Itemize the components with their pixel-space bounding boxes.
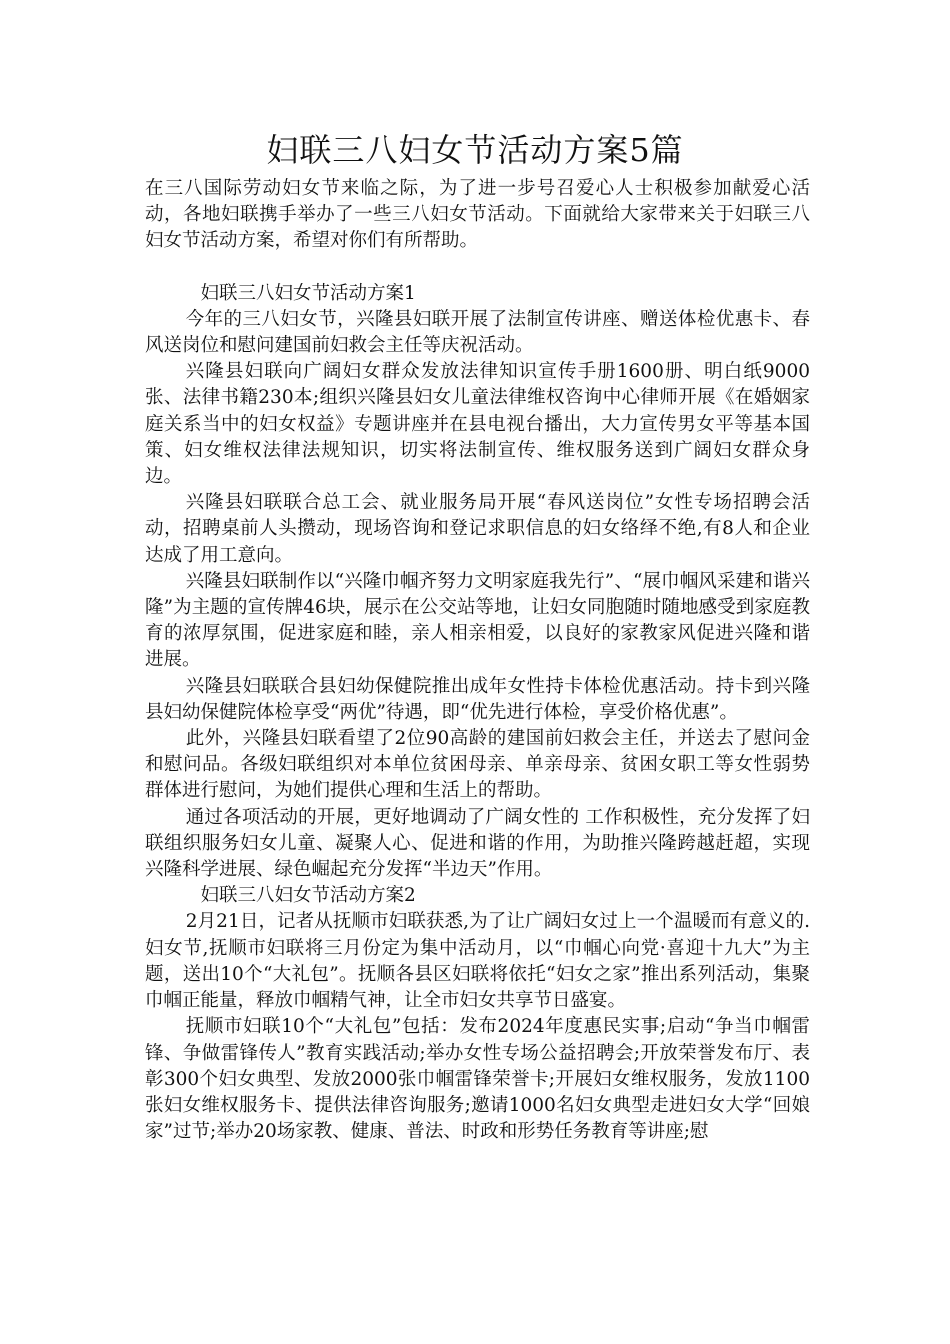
section-heading-2: 妇联三八妇女节活动方案2 (200, 885, 416, 907)
document-body (145, 176, 810, 1145)
body-paragraph: 通过各项活动的开展，更好地调动了广阔女性的 工作积极性，充分发挥了妇联组织服务妇女儿童、凝聚人心、促进和谐的作用，为助推兴隆跨越赶超，实现兴隆科学进展、绿色崛起充分发挥“半边天”作用。 (145, 806, 810, 881)
body-paragraph: 抚顺市妇联10个“大礼包”包括：发布2024年度惠民实事;启动“争当巾帼雷锋、争做雷锋传人”教育实践活动;举办女性专场公益招聘会;开放荣誉发布厅、表彰300个妇女典型、发放2000张巾帼雷锋荣誉卡;开展妇女维权服务，发放1100张妇女维权服务卡、提供法律咨询服务;邀请1000名妇女典型走进妇女大学“回娘家”过节;举办20场家教、健康、普法、时政和形势任务教育等讲座;慰 (145, 1016, 810, 1143)
body-paragraph: 兴隆县妇联联合县妇幼保健院推出成年女性持卡体检优惠活动。持卡到兴隆县妇幼保健院体检享受“两优”待遇，即“优先进行体检，享受价格优惠”。 (145, 675, 810, 723)
body-paragraph: 兴隆县妇联向广阔妇女群众发放法律知识宣传手册1600册、明白纸9000张、法律书籍230本;组织兴隆县妇女儿童法律维权咨询中心律师开展《在婚姻家庭关系当中的妇女权益》专题讲座并在县电视台播出，大力宣传男女平等基本国策、妇女维权法律法规知识，切实将法制宣传、维权服务送到广阔妇女群众身边。 (145, 361, 810, 488)
document-title: 妇联三八妇女节活动方案5篇 (266, 131, 684, 169)
body-paragraph: 兴隆县妇联制作以“兴隆巾帼齐努力文明家庭我先行”、“展巾帼风采建和谐兴隆”为主题的宣传牌46块，展示在公交站等地，让妇女同胞随时随地感受到家庭教育的浓厚氛围，促进家庭和睦，亲人相亲相爱，以良好的家教家风促进兴隆和谐进展。 (145, 570, 810, 671)
section-heading-1: 妇联三八妇女节活动方案1 (200, 282, 416, 304)
body-paragraph: 2月21日，记者从抚顺市妇联获悉,为了让广阔妇女过上一个温暖而有意义的.妇女节,抚顺市妇联将三月份定为集中活动月，以“巾帼心向党·喜迎十九大”为主题，送出10个“大礼包”。抚顺各县区妇联将依托“妇女之家”推出系列活动，集聚巾帼正能量，释放巾帼精气神，让全市妇女共享节日盛宴。 (145, 911, 810, 1012)
body-paragraph: 今年的三八妇女节，兴隆县妇联开展了法制宣传讲座、赠送体检优惠卡、春风送岗位和慰问建国前妇救会主任等庆祝活动。 (145, 308, 810, 357)
intro-paragraph: 在三八国际劳动妇女节来临之际，为了进一步号召爱心人士积极参加献爱心活动，各地妇联携手举办了一些三八妇女节活动。下面就给大家带来关于妇联三八妇女节活动方案，希望对你们有所帮助。 (145, 178, 810, 252)
body-paragraph: 此外，兴隆县妇联看望了2位90高龄的建国前妇救会主任，并送去了慰问金和慰问品。各级妇联组织对本单位贫困母亲、单亲母亲、贫困女职工等女性弱势群体进行慰问，为她们提供心理和生活上的帮助。 (145, 728, 810, 802)
body-paragraph: 兴隆县妇联联合总工会、就业服务局开展“春风送岗位”女性专场招聘会活动，招聘桌前人头攒动，现场咨询和登记求职信息的妇女络绎不绝,有8人和企业达成了用工意向。 (145, 492, 810, 566)
